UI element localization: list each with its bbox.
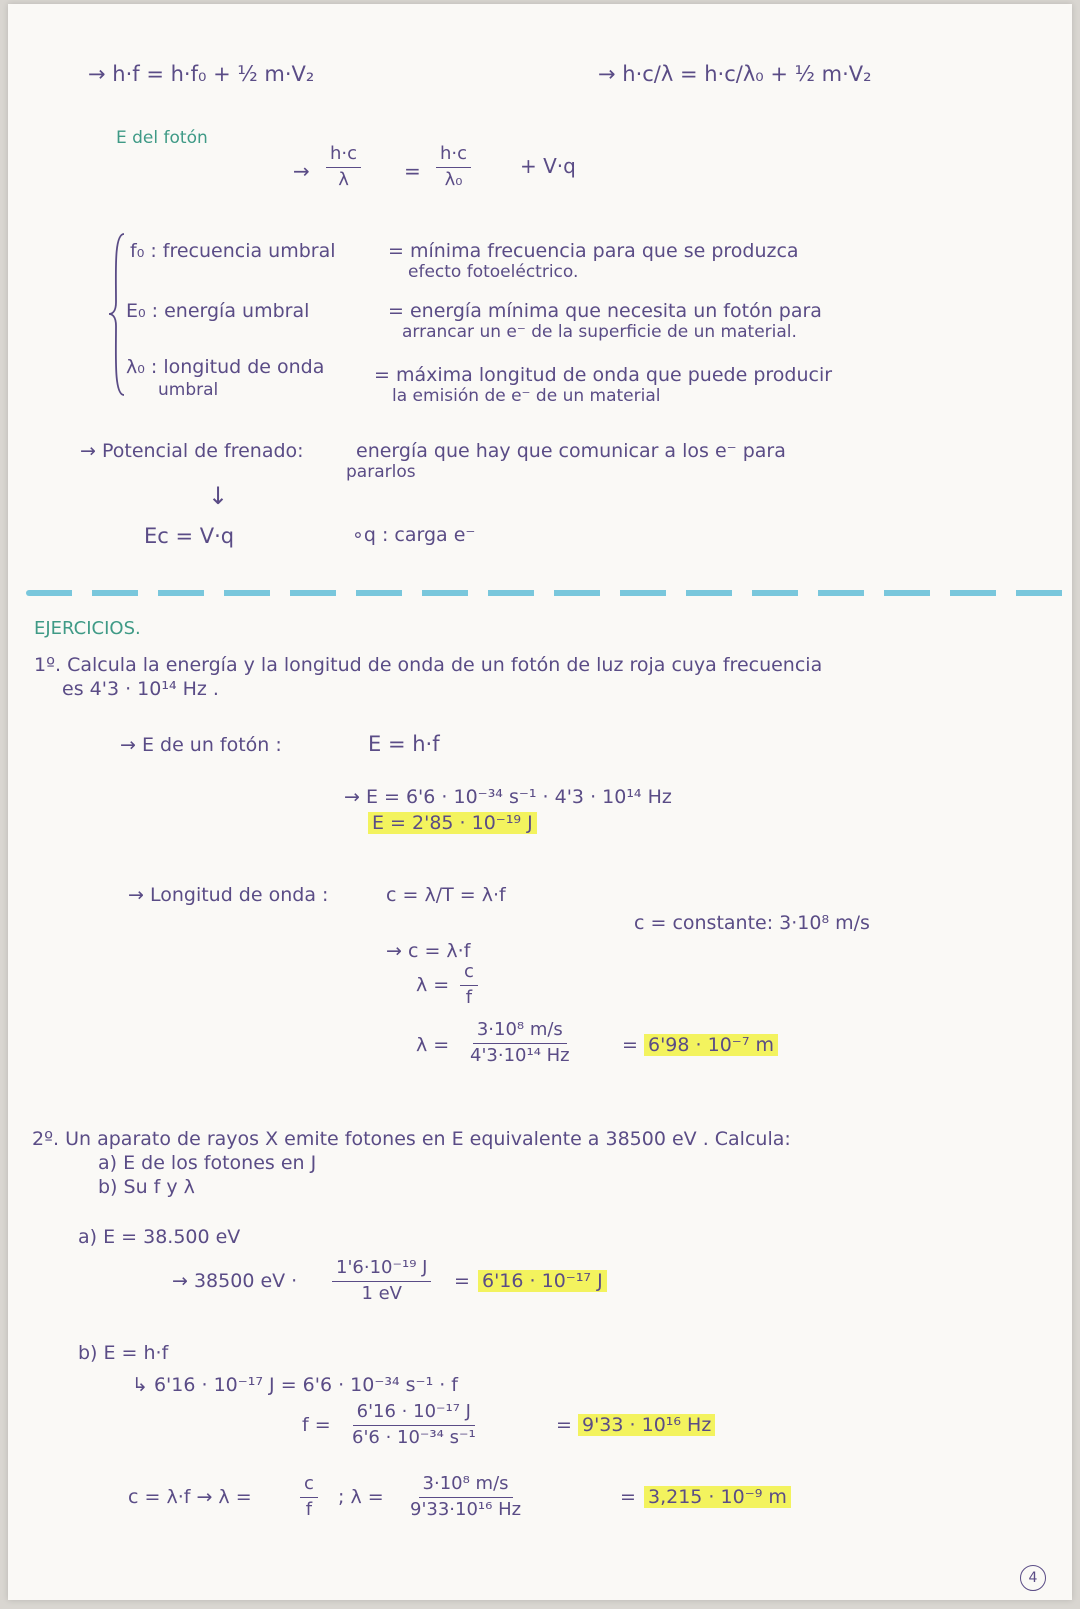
frenado-def2: pararlos: [346, 462, 416, 482]
def-lambda0-line1: = máxima longitud de onda que puede producir: [374, 364, 833, 386]
def-f0-line2: efecto fotoeléctrico.: [408, 262, 579, 282]
notebook-page: → h·f = h·f₀ + ½ m·V₂ E del fotón → h·c/λ = h·c/λ₀ + ½ m·V₂ → $\frac{h\cdot c}{\lambda}$ = $\frac{h\cdot c}{\text{λ₀}}$ + V·q f₀ : frecuencia umbral = mínima frecuencia para que se produzca efecto fotoeléctrico. E₀ : energía umbral = energía mínima que necesita un fotón para arrancar un e⁻ de la superficie de un material. λ₀ : longitud de onda umbral = máxima longitud de onda que puede producir la emisión de e⁻ de un material → Potencial de frenado: energía que hay que comunicar a los e⁻ para pararlos ↓ Ec = V·q ∘q : carga e⁻ EJERCICIOS. 1º. Calcula la energía y la longitud de onda de un fotón de luz roja cuya frecuencia es 4'3 · 10¹⁴ Hz . → E de un fotón : E = h·f → E = 6'6 · 10⁻³⁴ s⁻¹ · 4'3 · 10¹⁴ Hz E = 2'85 · 10⁻¹⁹ J → Longitud de onda : c = λ/T = λ·f c = constante: 3·10⁸ m/s → c = λ·f λ = $\frac{c}{f}$ λ = $\frac{\text{3·10⁸ m/s}}{\text{4'3·10¹⁴ Hz}}$ = 6'98 · 10⁻⁷ m 2º. Un aparato de rayos X emite fotones en E equivalente a 38500 eV . Calcula: a) E de los fotones en J b) Su f y λ a) E = 38.500 eV → 38500 eV · $\frac{\text{1'6·10⁻¹⁹ J}}{1 eV}$ = 6'16 · 10⁻¹⁷ J b) E = h·f ↳ 6'16 · 10⁻¹⁷ J = 6'6 · 10⁻³⁴ s⁻¹ · f f = $\frac{\text{6'16 · 10⁻¹⁷ J}}{\text{6'6 · 10⁻³⁴ s⁻¹}}$ = 9'33 · 10¹⁶ Hz c = λ·f → λ = $\frac{c}{f}$ ; λ = $\frac{\text{3·10⁸ m/s}}{\text{9'33·10¹⁶ Hz}}$ = 3,215 · 10⁻⁹ m 4: [8, 4, 1072, 1600]
eq3-rhs-fraction: $\frac{h\cdot c}{\text{λ₀}}$: [436, 144, 471, 190]
down-arrow-icon: ↓: [208, 482, 229, 510]
curly-brace-icon: [108, 232, 126, 397]
def-f0-line1: = mínima frecuencia para que se produzca: [388, 240, 799, 262]
ex1-statement-line1: 1º. Calcula la energía y la longitud de onda de un fotón de luz roja cuya frecuencia: [34, 654, 823, 676]
ex2a-calc: → 38500 eV ·: [172, 1270, 298, 1292]
def-e0-line1: = energía mínima que necesita un fotón para: [388, 300, 822, 322]
ex2-statement-line3: b) Su f y λ: [98, 1176, 195, 1198]
ex1-c-constant: c = constante: 3·10⁸ m/s: [634, 912, 870, 934]
wavelength-equation: → h·c/λ = h·c/λ₀ + ½ m·V₂: [598, 62, 872, 86]
def-lambda0-term: λ₀ : longitud de onda: [126, 356, 325, 378]
charge-note: ∘q : carga e⁻: [352, 524, 476, 546]
def-e0-line2: arrancar un e⁻ de la superficie de un material.: [402, 322, 797, 342]
exercises-heading: EJERCICIOS.: [34, 618, 141, 639]
ex2-statement-line2: a) E de los fotones en J: [98, 1152, 317, 1174]
ex1-c-equation: → c = λ·f: [386, 940, 471, 962]
ex1-energy-label: → E de un fotón :: [120, 734, 282, 756]
ex2b-f-result: 9'33 · 10¹⁶ Hz: [578, 1414, 715, 1436]
ex2a-heading: a) E = 38.500 eV: [78, 1226, 241, 1248]
ex2b-f-fraction: $\frac{\text{6'16 · 10⁻¹⁷ J}}{\text{6'6 · 10⁻³⁴ s⁻¹}}$: [352, 1401, 476, 1448]
ex2b-substitution: ↳ 6'16 · 10⁻¹⁷ J = 6'6 · 10⁻³⁴ s⁻¹ · f: [132, 1374, 458, 1396]
def-lambda0-line2: la emisión de e⁻ de un material: [392, 386, 661, 406]
ex2b-lambda-result: 3,215 · 10⁻⁹ m: [644, 1486, 791, 1508]
photoelectric-equation: → h·f = h·f₀ + ½ m·V₂: [88, 62, 315, 86]
ex2a-fraction: $\frac{\text{1'6·10⁻¹⁹ J}}{1 eV}$: [332, 1258, 431, 1304]
ex2b-lambda-fraction: $\frac{\text{3·10⁸ m/s}}{\text{9'33·10¹⁶ Hz}}$: [410, 1473, 522, 1520]
frenado-def1: energía que hay que comunicar a los e⁻ para: [356, 440, 786, 462]
ex2b-c-fraction: $\frac{c}{f}$: [300, 1474, 318, 1520]
ex1-lambda-result: 6'98 · 10⁻⁷ m: [644, 1034, 778, 1056]
ex1-c-definition: c = λ/T = λ·f: [386, 884, 506, 906]
ex1-energy-substitution: → E = 6'6 · 10⁻³⁴ s⁻¹ · 4'3 · 10¹⁴ Hz: [344, 786, 672, 808]
ex1-energy-formula: E = h·f: [368, 732, 440, 756]
ex1-statement-line2: es 4'3 · 10¹⁴ Hz .: [62, 678, 219, 700]
frenado-title: → Potencial de frenado:: [80, 440, 304, 462]
def-f0-term: f₀ : frecuencia umbral: [130, 240, 336, 262]
page-number: 4: [1020, 1565, 1046, 1591]
ex2-statement-line1: 2º. Un aparato de rayos X emite fotones en E equivalente a 38500 eV . Calcula:: [32, 1128, 791, 1150]
ex1-lambda-fraction: $\frac{c}{f}$: [460, 962, 478, 1008]
section-divider: [26, 590, 1066, 596]
foton-energy-note: E del fotón: [116, 128, 208, 148]
def-lambda0-term2: umbral: [158, 380, 219, 400]
eq3-lhs-fraction: $\frac{h\cdot c}{\lambda}$: [326, 144, 361, 190]
ex2a-result: 6'16 · 10⁻¹⁷ J: [478, 1270, 607, 1292]
ex1-energy-result: E = 2'85 · 10⁻¹⁹ J: [368, 812, 537, 834]
ex1-lambda-calc-fraction: $\frac{\text{3·10⁸ m/s}}{\text{4'3·10¹⁴ Hz}}$: [470, 1019, 570, 1066]
ec-formula: Ec = V·q: [144, 524, 235, 548]
ex1-lambda-label: → Longitud de onda :: [128, 884, 329, 906]
def-e0-term: E₀ : energía umbral: [126, 300, 310, 322]
eq3-tail: + V·q: [520, 154, 576, 178]
ex2b-heading: b) E = h·f: [78, 1342, 169, 1364]
